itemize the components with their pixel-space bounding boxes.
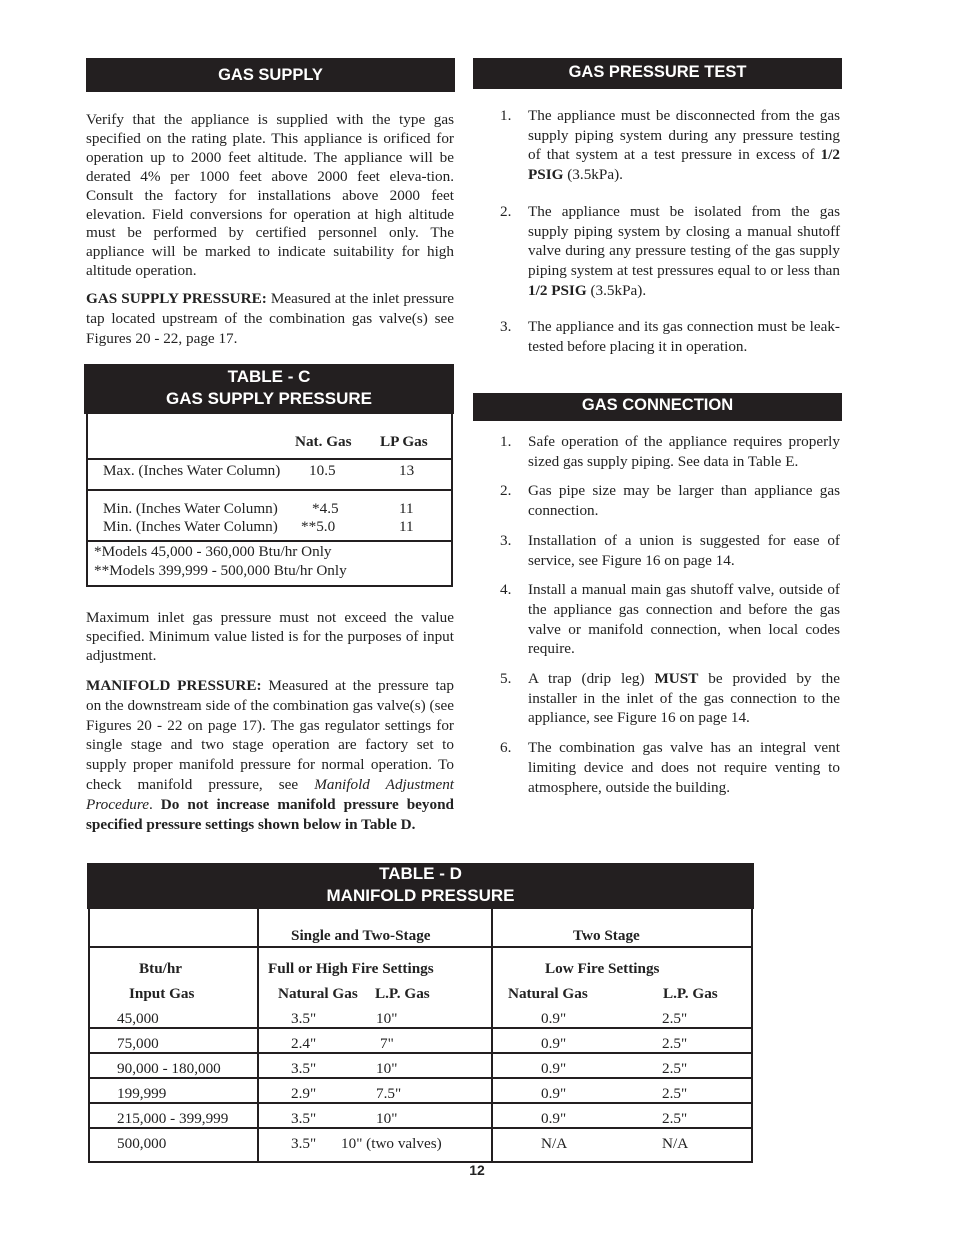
table-d-row-divider [90,946,751,948]
list-item: 3. The appliance and its gas connection must be leak-tested before placing it in operation. [500,318,840,356]
table-c-row-nat: 10.5 [309,462,336,479]
gas-supply-paragraph: Verify that the appliance is supplied with the type gas specified on the rating plate. This appliance is orificed for operation up to 2000 feet altitude. The appliance will be derated 4% per 1000 feet above 2000 feet eleva-tion. Consult the factory for installations above 2000 feet elevation. Field conversions for operation at high altitude must be performed by certified personnel only. The appliance will be marked to indicate suitability for high altitude operation. [86,111,454,280]
table-d-row-divider [90,1052,751,1054]
list-item: 3. Installation of a union is suggested for ease of service, see Figure 16 on page 14. [500,531,840,569]
table-d-group-two: Two Stage [573,927,640,944]
table-d-lp-high: 10" [376,1010,398,1027]
table-d-nat-low: 0.9" [541,1060,567,1077]
table-d-lp-high: 10" [376,1060,398,1077]
list-item: 1. Safe operation of the appliance requires properly sized gas supply piping. See data in Table E. [500,433,840,470]
table-d-lp-high: 10" (two valves) [341,1135,442,1152]
manifold-warning: Do not increase manifold pressure beyond specified pressure settings shown below in Table D. [86,795,454,833]
manifold-pressure-text: Measured at the pressure tap on the downstream side of the combination gas valve(s) (see Figures 20 - 22 on page 17). The gas regulator settings for single stage and two stage operation are factory set to supply proper manifold pressure for normal operation. To check manifold pressure, see [86,677,454,793]
table-d-nat-high: 3.5" [291,1135,317,1152]
list-item: 1. The appliance must be disconnected from the gas supply piping system during any pressure testing of that system at a test pressure in excess of 1/2 PSIG (3.5kPa). [500,107,840,184]
table-d-lp-high: 7.5" [376,1085,402,1102]
table-d-input: 500,000 [117,1135,167,1152]
table-d-lp-high: 7" [380,1035,394,1052]
manifold-pressure-paragraph: MANIFOLD PRESSURE: Measured at the pressure tap on the downstream side of the combination gas valve(s) (see Figures 20 - 22 on page 17). The gas regulator settings for single stage and two stage operation are factory set to supply proper manifold pressure for normal operation. To check manifold pressure, see Manifold Adjustment Procedure. Do not increase manifold pressure beyond specified pressure settings shown below in Table D. [86,677,455,833]
max-inlet-paragraph: Maximum inlet gas pressure must not exceed the value specified. Minimum value listed is for the purposes of input adjustment. [86,609,454,664]
list-item: 2. Gas pipe size may be larger than appliance gas connection. [500,482,840,520]
table-d-lp-low: 2.5" [662,1035,688,1052]
list-item: 4. Install a manual main gas shutoff valve, outside of the appliance gas connection and before the gas valve or manifold connection, when local codes require. [500,581,840,658]
table-d-h-nat1: Natural Gas [278,985,358,1002]
table-d-group-single: Single and Two-Stage [291,927,431,944]
table-d-h-full: Full or High Fire Settings [268,960,434,977]
table-c-note: **Models 399,999 - 500,000 Btu/hr Only [94,562,347,579]
table-c-row-nat: **5.0 [301,518,336,535]
table-d-title-line1: TABLE - D [379,864,462,883]
page-number: 12 [469,1162,485,1178]
table-c-divider [88,458,451,460]
table-d-nat-low: N/A [541,1135,568,1152]
table-d-h-lp2: L.P. Gas [663,985,718,1002]
manifold-procedure-ref: Manifold Adjustment Procedure [86,775,455,813]
gas-pressure-test-list [500,106,840,357]
table-d-input: 75,000 [117,1035,159,1052]
manifold-pressure-label: MANIFOLD PRESSURE: [86,677,262,694]
table-d-h-low: Low Fire Settings [545,960,660,977]
gas-supply-pressure-label: GAS SUPPLY PRESSURE: [86,290,267,307]
table-c-title-line2: GAS SUPPLY PRESSURE [166,389,372,408]
table-d-h-btu: Btu/hr [139,960,183,977]
gas-supply-pressure-paragraph [86,289,454,349]
table-d-nat-low: 0.9" [541,1035,567,1052]
table-d-nat-high: 3.5" [291,1060,317,1077]
table-d-nat-low: 0.9" [541,1085,567,1102]
table-d-nat-high: 3.5" [291,1110,317,1127]
table-d-row-divider [90,1027,751,1029]
table-d-nat-high: 3.5" [291,1010,317,1027]
table-d-title [87,863,754,909]
table-d-h-input: Input Gas [129,985,195,1002]
table-c-row-label: Min. (Inches Water Column) [103,518,278,535]
table-d-row-divider [90,1102,751,1104]
table-d-lp-low: N/A [662,1135,689,1152]
table-d-lp-low: 2.5" [662,1085,688,1102]
table-d-input: 45,000 [117,1010,159,1027]
table-d-lp-low: 2.5" [662,1110,688,1127]
table-d-input: 199,999 [117,1085,167,1102]
list-item: 6. The combination gas valve has an integral vent limiting device and does not require venting to atmosphere, outside the building. [500,739,840,796]
table-c-divider [88,489,451,491]
table-d-input: 215,000 - 399,999 [117,1110,229,1127]
table-c-title-line1: TABLE - C [227,367,311,386]
table-d-nat-low: 0.9" [541,1010,567,1027]
list-item: 5. A trap (drip leg) MUST be provided by the installer in the inlet of the gas connection to the appliance, see Figure 16 on page 14. [500,670,840,727]
table-c-divider [88,540,451,542]
table-c-row-label: Min. (Inches Water Column) [103,500,278,517]
table-c-row-lp: 11 [399,518,414,535]
table-d-nat-high: 2.9" [291,1085,317,1102]
table-d-lp-low: 2.5" [662,1010,688,1027]
table-c-row-nat: *4.5 [312,500,339,517]
table-c-title [84,364,454,414]
list-item: 2. The appliance must be isolated from the gas supply piping system by closing a manual shutoff valve during any pressure testing of the gas supply piping system at test pressures equal to or less than 1/2 PSIG (3.5kPa). [500,202,840,299]
table-c-row-label: Max. (Inches Water Column) [103,462,281,479]
gas-supply-pressure-text: Measured at the inlet pressure tap located upstream of the combination gas valve(s) see Figures 20 - 22, page 17. [86,290,455,347]
table-c-row-lp: 11 [399,500,414,517]
table-c-col-lp: LP Gas [380,433,428,450]
table-d-h-lp1: L.P. Gas [375,985,430,1002]
gas-supply-heading: GAS SUPPLY [86,58,455,92]
table-c-col-nat: Nat. Gas [295,433,352,450]
table-d-lp-low: 2.5" [662,1060,688,1077]
gas-connection-list [500,432,840,797]
gas-connection-heading: GAS CONNECTION [473,393,842,421]
table-d-input: 90,000 - 180,000 [117,1060,221,1077]
table-c-row-lp: 13 [399,462,415,479]
table-c-note: *Models 45,000 - 360,000 Btu/hr Only [94,543,332,560]
table-d-nat-low: 0.9" [541,1110,567,1127]
table-d-title-line2: MANIFOLD PRESSURE [326,886,515,905]
table-d-lp-high: 10" [376,1110,398,1127]
table-d-nat-high: 2.4" [291,1035,317,1052]
table-d-h-nat2: Natural Gas [508,985,588,1002]
gas-pressure-test-heading: GAS PRESSURE TEST [473,58,842,89]
